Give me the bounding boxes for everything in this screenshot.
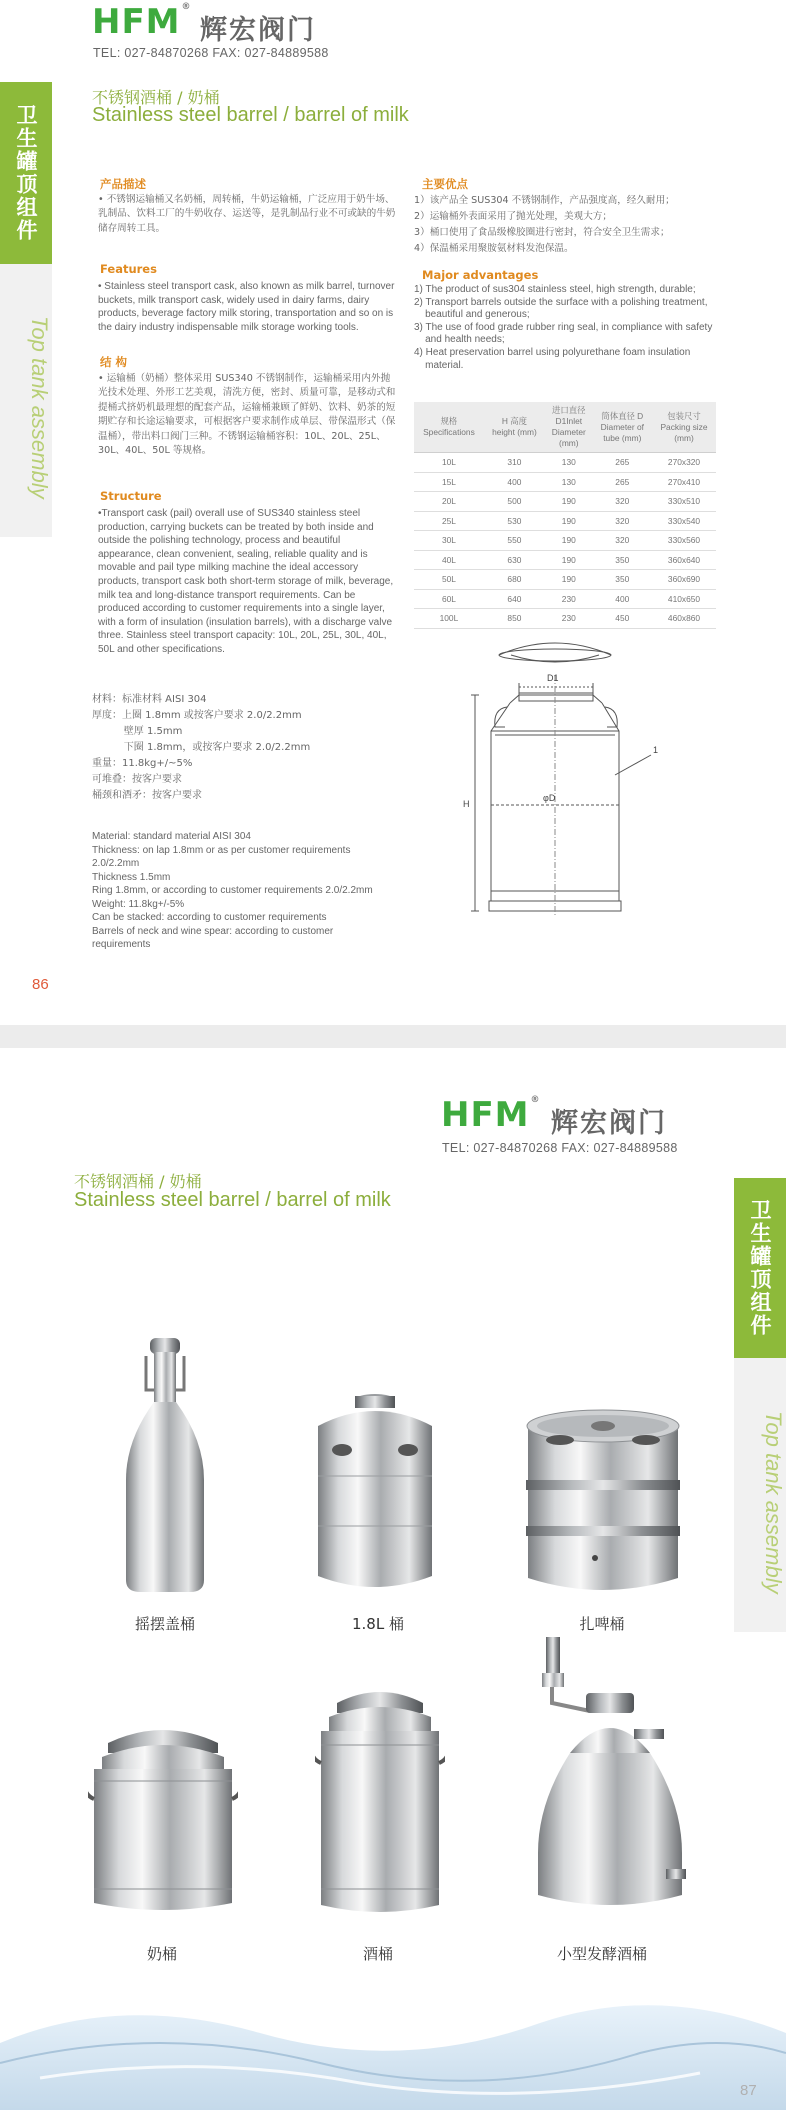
table-header-cell [545,402,593,453]
page-title-en: Stainless steel barrel / barrel of milk [74,1189,391,1211]
product-description-heading: 产品描述 [100,177,146,191]
side-tab-en: Top tank assembly [0,264,52,537]
drawing-d-label: φD [543,793,556,803]
page-title-cn: 不锈钢酒桶 / 奶桶 [74,1172,202,1191]
advantages-en-list [414,284,734,372]
material-en-line: Thickness: on lap 1.8mm or as per customer requirements [92,844,351,856]
milk-can-image [88,1713,238,1913]
table-cell: 190 [545,492,593,512]
advantages-en-heading: Major advantages [422,268,539,282]
advantage-cn-line: 1）该产品全 SUS304 不锈钢制作，产品强度高，经久耐用； [414,195,675,206]
table-cell: 130 [545,472,593,492]
table-cell: 410x650 [652,589,716,609]
table-row [414,550,716,570]
page-divider [0,1025,786,1048]
wine-barrel-image [315,1673,445,1918]
product-label-1-8l: 1.8L 桶 [352,1615,404,1633]
product-label-milk-can: 奶桶 [146,1945,177,1963]
material-en-line: 2.0/2.2mm [92,858,140,869]
structure-cn-text: • 运输桶（奶桶）整体采用 SUS340 不锈钢制作，运输桶采用内外抛光技术处理、外形工艺美观，清洗方便，密封、质量可靠，是移动式和提桶式挤奶机最理想的配套产品，运输桶兼顾了鲜奶、饮料、奶茶的短期贮存和长途运输要求，可根据客户要求制作成单层、带保温形式（保温桶），带出料口阀门三种。不锈钢运输桶容积：10L、20L、25L、30L、40L、50L 等规格。 [98,373,396,457]
material-en-line: Can be stacked: according to customer requirements [92,912,327,923]
fermentation-tank-image [530,1633,690,1923]
table-header-line: (mm) [559,438,579,448]
material-cn-line: 壁厚 1.5mm [92,726,183,737]
table-cell: 265 [593,453,652,473]
table-cell: 270x320 [652,453,716,473]
page-title-en: Stainless steel barrel / barrel of milk [92,104,409,126]
table-header-line: Diameter of [600,421,644,432]
material-cn-line: 材料：标准材料 AISI 304 [92,694,207,705]
features-text: • Stainless steel transport cask, also known as milk barrel, turnover buckets, milk transport cask, widely used in dairy farms, dairy products, beverage factory milk storing, transportation and so on is the dairy industry indispensable milk storage working tools. [98,281,395,333]
material-cn-line: 桶颈和酒矛：按客户要求 [92,790,202,801]
table-cell: 190 [545,550,593,570]
contact-info: TEL: 027-84870268 FAX: 027-84889588 [93,46,329,60]
table-cell: 500 [484,492,545,512]
advantage-cn-line: 4）保温桶采用聚胺氨材料发泡保温。 [414,243,574,254]
table-header-cell [414,402,484,453]
table-cell: 50L [414,570,484,590]
material-en-line: Weight: 11.8kg+/-5% [92,898,185,910]
table-cell: 330x560 [652,531,716,551]
table-cell: 630 [484,550,545,570]
table-header-line: Specifications [423,427,475,437]
side-tab-cn: 卫生罐顶组件 [734,1178,786,1358]
contact-info: TEL: 027-84870268 FAX: 027-84889588 [442,1141,678,1155]
table-row [414,589,716,609]
table-header-line: 规格 [440,416,458,426]
features-heading: Features [100,262,157,276]
table-row [414,511,716,531]
table-header-line: Diameter [551,427,586,437]
structure-en-text: •Transport cask (pail) overall use of SUS340 stainless steel production, carrying buckets can be treated by both inside and outside the polishing technology, process and beautiful appearance, clean convenient, sealing, reliable quality and is movable and pail type milking machine the ideal accessory products, transport cask both short-term storage of milk, beverage, milk tea and long-distance transport requirements. Can be produced according to customer requirements into a single layer, with a form of insulation (insulation barrels), with a discharge valve three. Stainless steel transport capacity: 10L, 20L, 25L, 30L, 40L, 50L and other specifications. [98,508,394,655]
table-cell: 530 [484,511,545,531]
drawing-callout-label: 1 [653,745,659,755]
advantages-cn-heading: 主要优点 [422,177,468,191]
table-header-line: tube (mm) [603,432,642,443]
table-header-line: 进口直径 [552,405,586,415]
table-row [414,492,716,512]
material-cn-line: 可堆叠：按客户要求 [92,774,182,785]
page-number: 86 [32,976,49,993]
catalog-page-86 [0,0,786,1025]
table-cell: 20L [414,492,484,512]
table-cell: 190 [545,531,593,551]
water-splash-decoration [0,1983,786,2110]
table-row [414,570,716,590]
table-header-cell [484,402,545,453]
table-cell: 270x410 [652,472,716,492]
table-cell: 350 [593,570,652,590]
side-tab [734,1178,786,1632]
table-row [414,531,716,551]
swing-top-growler-image [120,1330,210,1600]
advantage-en-line: 2) Transport barrels outside the surface with a polishing treatment, [414,296,708,308]
drawing-h-label: H [463,799,470,809]
table-cell: 360x640 [652,550,716,570]
registered-mark: ® [530,1095,541,1105]
table-cell: 100L [414,609,484,629]
mini-keg-1-8l-image [310,1386,440,1596]
table-header-line: Packing size [660,421,708,432]
table-cell: 320 [593,511,652,531]
advantage-en-line: 1) The product of sus304 stainless steel, high strength, durable; [414,284,696,295]
material-list-cn [92,692,392,804]
table-cell: 190 [545,570,593,590]
brand-chinese-name: 辉宏阀门 [200,15,316,46]
table-header-line: 筒体直径 D [601,410,644,421]
milk-can-technical-drawing [455,635,675,935]
table-cell: 10L [414,453,484,473]
page-title-cn: 不锈钢酒桶 / 奶桶 [92,88,220,107]
brand-logo [441,1095,541,1135]
structure-en-heading: Structure [100,489,162,503]
table-cell: 15L [414,472,484,492]
table-header-line: H 高度 [501,416,527,426]
table-cell: 450 [593,609,652,629]
table-cell: 550 [484,531,545,551]
product-label-beer-keg: 扎啤桶 [579,1615,625,1633]
material-en-line: Barrels of neck and wine spear: according to customer [92,925,334,937]
side-tab-en: Top tank assembly [734,1358,786,1632]
table-cell: 330x540 [652,511,716,531]
catalog-page-87 [0,1048,786,2110]
advantages-cn-list [414,193,734,257]
material-en-line: requirements [92,939,151,950]
advantage-cn-line: 3）桶口使用了食品级橡胶圈进行密封，符合安全卫生需求； [414,227,670,238]
table-cell: 230 [545,589,593,609]
table-cell: 320 [593,531,652,551]
table-cell: 30L [414,531,484,551]
page-number: 87 [740,2082,757,2099]
logo-text: HFM [92,2,181,42]
table-cell: 60L [414,589,484,609]
drawing-lid [499,649,611,661]
material-cn-line: 下圈 1.8mm，或按客户要求 2.0/2.2mm [92,742,311,753]
table-cell: 850 [484,609,545,629]
advantage-en-line: 4) Heat preservation barrel using polyurethane foam insulation [414,346,691,358]
product-description-cn: • 不锈钢运输桶又名奶桶，周转桶，牛奶运输桶，广泛应用于奶牛场、乳制品、饮料工厂的牛奶收存、运送等，是乳制品行业不可或缺的牛奶储存周转工具。 [98,194,396,234]
table-cell: 350 [593,550,652,570]
side-tab-cn: 卫生罐顶组件 [0,82,52,264]
material-cn-line: 厚度：上圈 1.8mm 或按客户要求 2.0/2.2mm [92,710,302,721]
table-header-line: height (mm) [492,427,537,437]
material-en-line: Thickness 1.5mm [92,871,171,883]
table-cell: 130 [545,453,593,473]
table-cell: 320 [593,492,652,512]
beer-keg-image [518,1408,688,1593]
logo-text: HFM [441,1095,530,1135]
table-header-line: D1Inlet [555,416,583,426]
table-cell: 230 [545,609,593,629]
specifications-table [414,402,716,629]
brand-chinese-name: 辉宏阀门 [551,1108,667,1139]
product-label-wine-barrel: 酒桶 [362,1945,393,1963]
drawing-d1-label: D1 [547,673,559,683]
table-row [414,472,716,492]
side-tab [0,82,52,537]
advantage-cn-line: 2）运输桶外表面采用了抛光处理，美观大方； [414,211,612,222]
advantage-en-line: and health needs; [414,334,505,346]
product-label-swing-top: 摇摆盖桶 [134,1615,195,1633]
table-cell: 25L [414,511,484,531]
material-cn-line: 重量：11.8kg+/~5% [92,758,193,769]
table-cell: 400 [484,472,545,492]
advantage-en-line: material. [414,359,464,371]
structure-cn-heading: 结 构 [100,355,128,369]
table-row [414,609,716,629]
product-label-fermentation-tank: 小型发酵酒桶 [556,1945,647,1963]
table-header-cell [652,402,716,453]
table-row [414,453,716,473]
brand-logo [92,2,192,42]
material-en-line: Ring 1.8mm, or according to customer requirements 2.0/2.2mm [92,885,373,896]
table-cell: 40L [414,550,484,570]
table-header-line: (mm) [674,432,694,443]
table-header-row [414,402,716,453]
table-header-cell [593,402,652,453]
advantage-en-line: beautiful and generous; [414,309,530,321]
registered-mark: ® [181,2,192,12]
table-cell: 400 [593,589,652,609]
table-cell: 460x860 [652,609,716,629]
table-cell: 330x510 [652,492,716,512]
table-cell: 310 [484,453,545,473]
table-cell: 640 [484,589,545,609]
advantage-en-line: 3) The use of food grade rubber ring seal, in compliance with safety [414,321,713,333]
table-cell: 190 [545,511,593,531]
material-list-en [92,830,392,952]
material-en-line: Material: standard material AISI 304 [92,831,251,842]
table-cell: 680 [484,570,545,590]
table-cell: 265 [593,472,652,492]
table-header-line: 包装尺寸 [667,410,701,421]
table-body [414,453,716,629]
table-cell: 360x690 [652,570,716,590]
